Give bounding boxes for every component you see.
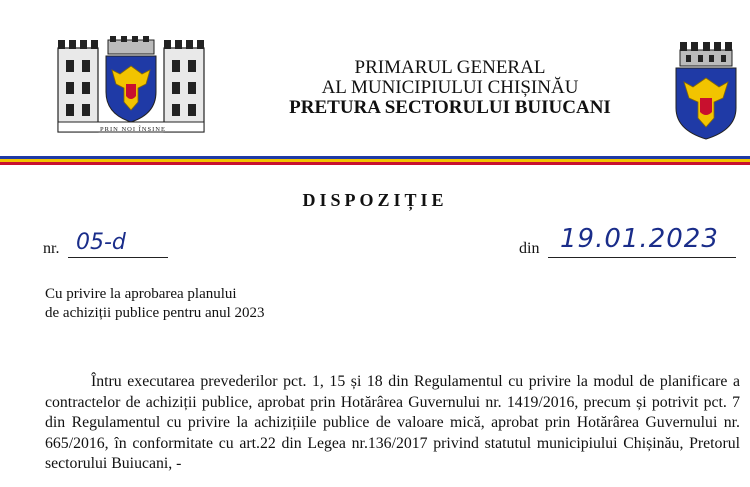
date-label: din: [519, 240, 540, 257]
date-underline: [548, 257, 736, 258]
document-number: 05-d: [76, 230, 126, 255]
document-date: 19.01.2023: [560, 224, 719, 254]
document-body: [45, 372, 740, 475]
chisinau-coat-of-arms-logo: [54, 36, 212, 140]
number-label: nr.: [43, 240, 60, 257]
document-subject: [45, 285, 265, 323]
tricolor-divider: [0, 152, 750, 161]
subject-line-2: de achiziții publice pentru anul 2023: [45, 305, 265, 321]
header-line-3: PRETURA SECTORULUI BUIUCANI: [289, 97, 611, 118]
document-header: [250, 58, 650, 118]
document-title: DISPOZIȚIE: [302, 190, 448, 210]
body-paragraph: Întru executarea prevederilor pct. 1, 15 și 18 din Regulamentul cu privire la modul de planificare a contractelor de achiziții publice, aprobat prin Hotărârea Guvernului nr. 1419/2016, precum și potrivit pct. 7 din Regulamentul cu privire la achizițiile publice de valoare mică, aprobat prin Hotărârea Guvernului nr. 665/2016, în conformitate cu art.22 din Legea nr.136/2017 privind statutul municipiului Chișinău, Pretorul sectorului Buiucani, -: [45, 373, 740, 472]
header-line-2: AL MUNICIPIULUI CHIȘINĂU: [321, 77, 579, 98]
subject-line-1: Cu privire la aprobarea planului: [45, 286, 237, 302]
number-underline: [68, 257, 168, 258]
chisinau-crowned-shield-logo: [672, 40, 740, 140]
emblem-motto: PRIN NOI ÎNȘINE: [100, 126, 166, 133]
header-line-1: PRIMARUL GENERAL: [354, 57, 546, 78]
